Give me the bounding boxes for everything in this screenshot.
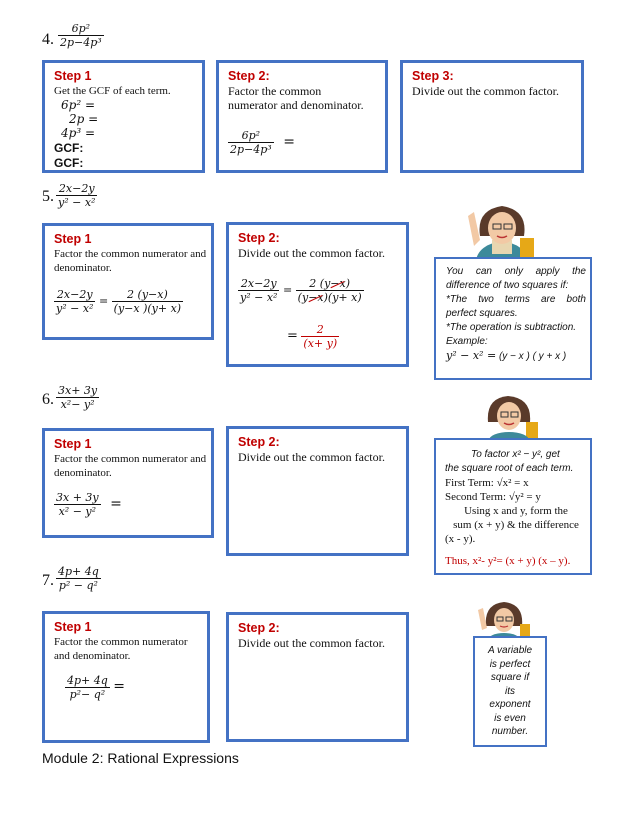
q7-note-box [473,636,547,747]
note-text: You can only apply the difference of two squares if: *The two terms are both perfect squares. *The operation is subtraction. Example: y² − x² = (y − x ) ( y + x ) [446,266,586,362]
step-title: Step 1 [54,620,92,634]
gcf-label: GCF: [54,156,84,170]
q7-step2-box [226,612,409,742]
q4-expression: $\frac{\text{6p²}}{\text{2p−4p³}}$ [60,22,102,49]
gcf-line: 2p = [69,112,99,126]
q5-note-box [434,257,592,380]
teacher-avatar-icon [478,392,544,440]
q4-step3-box [400,60,584,173]
step-instruction: Get the GCF of each term. [54,85,171,97]
result-expression: = $\frac{2}{(x+ y)}$ [287,323,338,350]
teacher-avatar-icon [466,196,538,262]
step-title: Step 1 [54,232,92,246]
module-footer: Module 2: Rational Expressions [42,750,239,766]
q4-number: 4. [42,31,54,48]
q7-expression: $\frac{4p+ 4q}{\text{p² − q²}}$ [58,565,99,592]
step-title: Step 2: [228,69,270,83]
step-title: Step 1 [54,437,92,451]
gcf-line: 4p³ = [61,126,95,140]
teacher-avatar-icon [478,600,534,640]
cancel-expression: $\frac{2x-2y}{\text{y² − x²}}$ = $\frac{2 (y-x)}{(y-x)(y+ x)}$ [240,277,362,304]
note-text: To factor x² − y², get the square root of each term. First Term: √x² = x Second Term: √y² = y Using x and y, form the sum (x + y) & the difference (x - y). Thus, x²- y²= (x + y) (x – y). [445,449,579,567]
step-instruction: Divide out the common factor. [412,84,559,98]
step-title: Step 2: [238,435,280,449]
step-title: Step 1 [54,69,92,83]
step-instruction: Factor the common numerator and denominator. [54,248,207,274]
q5-expression: $\frac{2x-2y}{\text{y² − x²}}$ [58,182,96,209]
fraction: $\frac{3x + 3y}{\text{x² − y²}}$ = [56,491,122,518]
fraction: $\frac{4p+ 4q}{\text{p²− q²}}$ = [67,674,126,701]
q6-number: 6. [42,391,54,408]
note-text: A variable is perfect square if its exponent is even number. [487,645,533,737]
factored-expression: $\frac{2x-2y}{\text{y² − x²}}$ = $\frac{2 (y-x)}{(y-x )(y+ x)}$ [56,288,182,315]
step-instruction: Factor the common numerator and denominator. [54,453,207,479]
step-instruction: Factor the common numerator and denominator. [54,636,188,662]
q5-number: 5. [42,188,54,205]
fraction: $\frac{\text{6p²}}{\text{2p−4p³}}$ = [230,129,295,156]
q5-step2-box [226,222,409,367]
q7-number: 7. [42,572,54,589]
step-instruction: Divide out the common factor. [238,450,385,464]
step-instruction: Factor the common numerator and denominator. [228,84,364,112]
q7-step1-box [42,611,210,743]
step-title: Step 3: [412,69,454,83]
q5-step1-box [42,223,214,340]
step-title: Step 2: [238,231,280,245]
step-instruction: Divide out the common factor. [238,246,385,260]
q6-note-box [434,438,592,575]
step-instruction: Divide out the common factor. [238,636,385,650]
q4-step2-box [216,60,388,173]
q4-step1-box [42,60,205,173]
q6-expression: $\frac{3x+ 3y}{\text{x²− y²}}$ [58,384,98,411]
step-title: Step 2: [238,621,280,635]
q6-step2-box [226,426,409,556]
gcf-label: GCF: [54,141,84,155]
gcf-line: 6p² = [61,98,95,112]
q6-step1-box [42,428,214,538]
